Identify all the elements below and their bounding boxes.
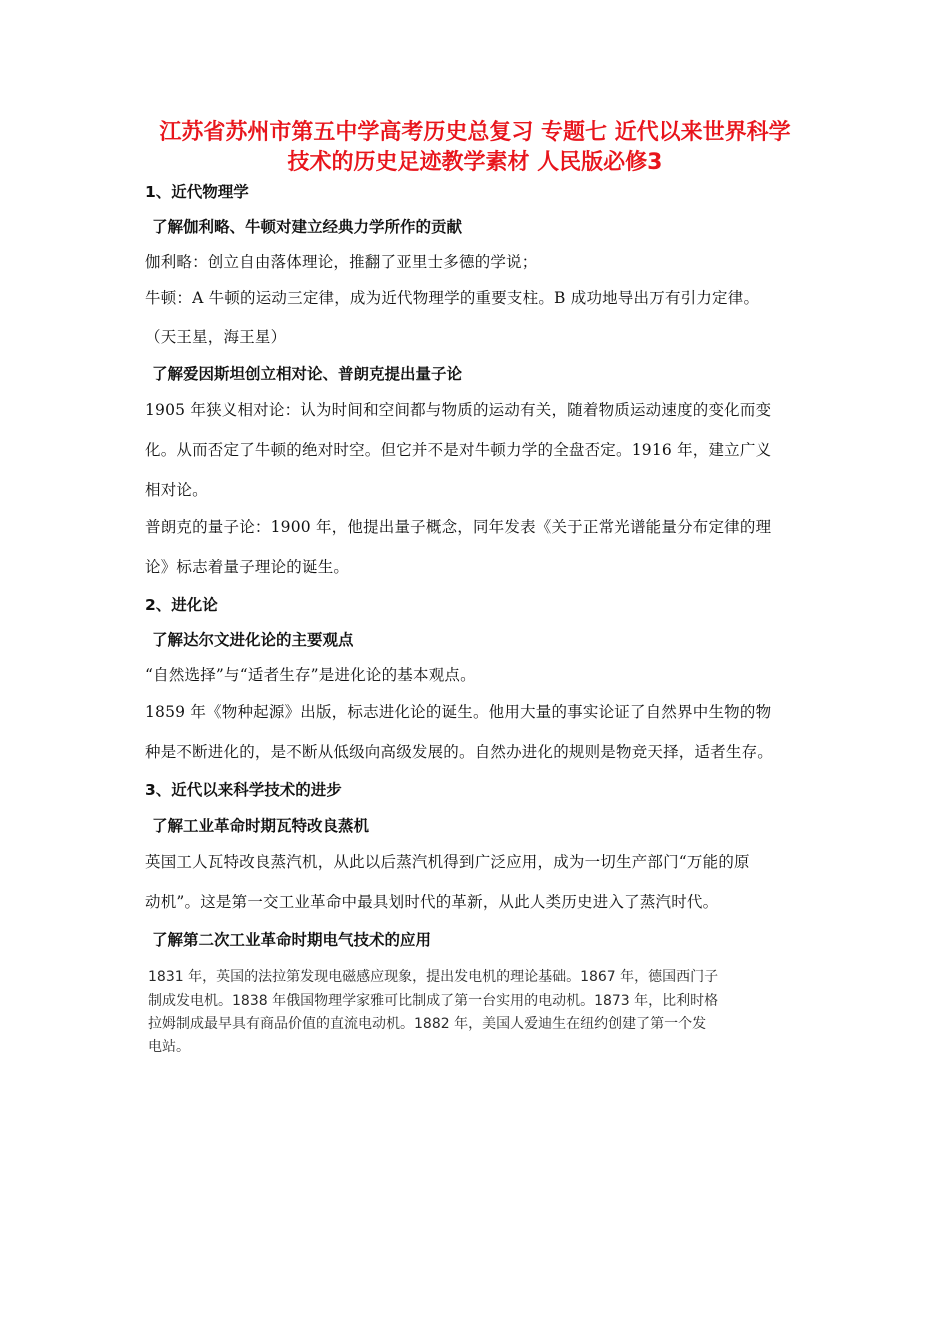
section-heading-evolution: 2、进化论 (145, 596, 218, 614)
paragraph-line: 论》标志着量子理论的诞生。 (145, 558, 350, 576)
image-text-line: 电站。 (148, 1039, 190, 1055)
subheading-darwin: 了解达尔文进化论的主要观点 (152, 631, 354, 649)
paragraph-line: （天王星，海王星） (145, 328, 287, 346)
image-text-line: 制成发电机。1838 年俄国物理学家雅可比制成了第一台实用的电动机。1873 年，比利时格 (148, 993, 719, 1009)
section-heading-physics: 1、近代物理学 (145, 183, 249, 201)
image-text-line: 拉姆制成最早具有商品价值的直流电动机。1882 年，美国人爱迪生在纽约创建了第一个发 (148, 1016, 707, 1032)
section-heading-technology: 3、近代以来科学技术的进步 (145, 781, 342, 799)
title-line-2: 技术的历史足迹教学素材 人民版必修3 (287, 150, 663, 175)
paragraph-line: 普朗克的量子论：1900 年，他提出量子概念，同年发表《关于正常光谱能量分布定律的理 (145, 518, 772, 536)
paragraph-line: 牛顿：A 牛顿的运动三定律，成为近代物理学的重要支柱。B 成功地导出万有引力定律。 (145, 289, 760, 307)
image-text-line: 1831 年，英国的法拉第发现电磁感应现象，提出发电机的理论基础。1867 年，德国西门子 (148, 969, 719, 985)
subheading-galileo-newton: 了解伽利略、牛顿对建立经典力学所作的贡献 (152, 218, 463, 236)
paragraph-line: 相对论。 (145, 481, 208, 499)
paragraph-line: 伽利略：创立自由落体理论，推翻了亚里士多德的学说； (145, 253, 538, 271)
title-line-1: 江苏省苏州市第五中学高考历史总复习 专题七 近代以来世界科学 (159, 120, 791, 145)
subheading-einstein-planck: 了解爱因斯坦创立相对论、普朗克提出量子论 (152, 365, 463, 383)
paragraph-line: 化。从而否定了牛顿的绝对时空。但它并不是对牛顿力学的全盘否定。1916 年，建立广义 (145, 441, 772, 459)
subheading-watt: 了解工业革命时期瓦特改良蒸机 (152, 817, 370, 835)
paragraph-line: 动机”。这是第一交工业革命中最具划时代的革新，从此人类历史进入了蒸汽时代。 (145, 893, 719, 911)
subheading-electrical: 了解第二次工业革命时期电气技术的应用 (152, 931, 432, 949)
paragraph-line: 英国工人瓦特改良蒸汽机，从此以后蒸汽机得到广泛应用，成为一切生产部门“万能的原 (145, 853, 750, 871)
paragraph-line: “自然选择”与“适者生存”是进化论的基本观点。 (145, 666, 476, 684)
paragraph-line: 种是不断进化的，是不断从低级向高级发展的。自然办进化的规则是物竞天择，适者生存。 (145, 743, 774, 761)
document-title (120, 118, 830, 178)
paragraph-line: 1905 年狭义相对论：认为时间和空间都与物质的运动有关，随着物质运动速度的变化而变 (145, 401, 772, 419)
paragraph-line: 1859 年《物种起源》出版，标志进化论的诞生。他用大量的事实论证了自然界中生物的物 (145, 703, 772, 721)
